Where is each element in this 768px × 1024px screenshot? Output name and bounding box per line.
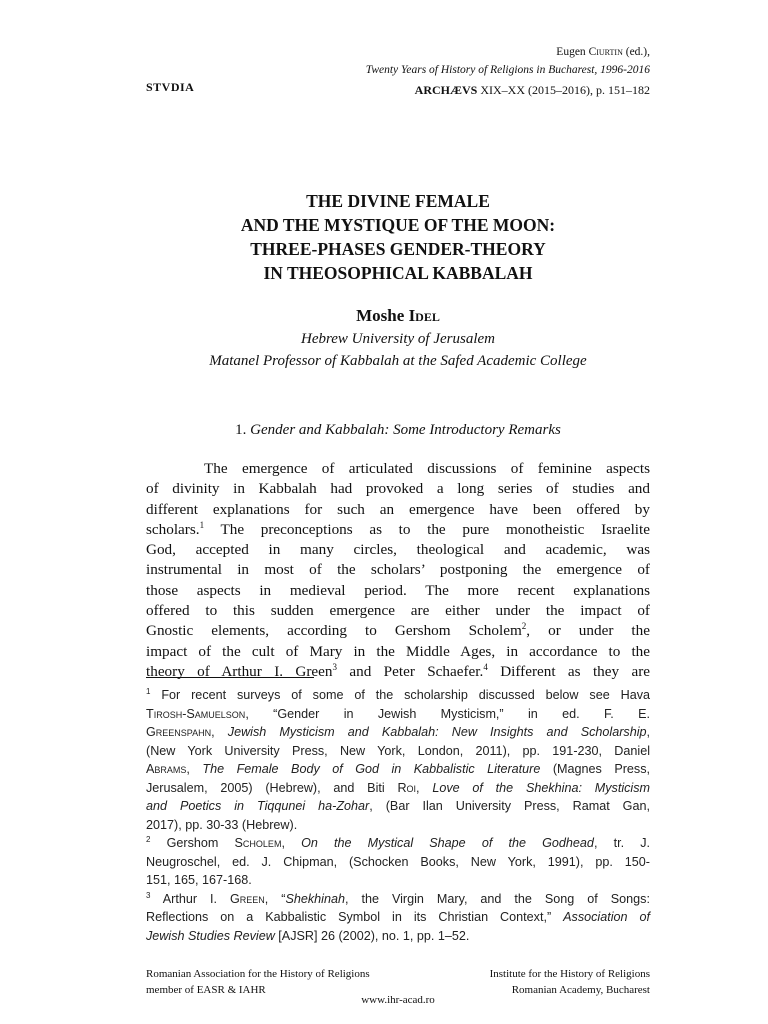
footer-association: Romanian Association for the History of Religions [146, 968, 370, 980]
footnote-work-title: and Poetics in Tiqqunei ha-Zohar [146, 799, 370, 813]
footer-academy: Romanian Academy, Bucharest [511, 984, 650, 996]
footnote-ref[interactable]: 1 [199, 519, 205, 530]
footnote-line [146, 834, 650, 853]
body-text: scholars. [146, 520, 200, 538]
body-text: The preconceptions as to the pure monotheistic Israelite [204, 520, 650, 538]
journal-name: ARCHÆVS [414, 83, 478, 97]
footnotes [146, 686, 650, 945]
header-editor [556, 42, 650, 62]
section-heading [146, 422, 650, 439]
author-first: Moshe [356, 306, 409, 325]
body-paragraph [146, 459, 650, 682]
body-line: different explanations for such an emergence have been offered by [146, 500, 650, 518]
footnote-line: 151, 165, 167-168. [146, 873, 252, 887]
body-text: theory of Arthur I. Green [146, 662, 333, 680]
footnote-work-title: Association of [563, 910, 650, 924]
footnote-text: , “ [264, 891, 286, 906]
body-text: Different as they are [487, 662, 650, 680]
footnote-3 [146, 890, 650, 946]
footnote-text: , tr. J. [593, 836, 651, 850]
footer-institute: Institute for the History of Religions [489, 968, 650, 980]
body-line [146, 662, 650, 682]
section-number: 1. [235, 422, 251, 438]
footnote-work-title: Jewish Studies Review [146, 928, 275, 943]
footnote-2 [146, 834, 650, 890]
footnote-line [146, 779, 650, 798]
footnote-line [146, 797, 650, 816]
footnote-line [146, 705, 650, 724]
footnote-text: Reflections on a Kabbalistic Symbol in its Christian Context,” [146, 910, 564, 924]
footnote-text: For recent surveys of some of the scholarship discussed below see Hava [150, 688, 650, 702]
body-text: and Peter Schaefer. [337, 662, 484, 680]
title-line: THE DIVINE FEMALE [306, 191, 490, 211]
footnote-line [146, 760, 650, 779]
section-title: Gender and Kabbalah: Some Introductory Remarks [250, 422, 561, 438]
body-line: The emergence of articulated discussions of feminine aspects [204, 460, 650, 477]
title-line: THREE-PHASES GENDER-THEORY [250, 239, 546, 259]
body-line: God, accepted in many circles, theological and academic, was [146, 541, 650, 559]
body-line: those aspects in medieval period. The more recent explanations [146, 581, 650, 599]
footnote-line [146, 686, 650, 705]
footnote-text: Arthur I. [150, 891, 230, 906]
footnote-work-title: Jewish Mysticism and Kabbalah: New Insights and Scholarship [227, 725, 647, 739]
footnote-author: Roi [397, 780, 417, 795]
footnote-author: Abrams [146, 762, 187, 776]
footnote-line [146, 908, 650, 927]
body-text: , or under the [526, 622, 650, 640]
footnote-line [146, 890, 650, 909]
footnote-line [146, 927, 650, 946]
footnote-text: , [186, 762, 203, 776]
footnote-text: , (Bar Ilan University Press, Ramat Gan, [369, 799, 650, 813]
body-line: of divinity in Kabbalah had provoked a long series of studies and [146, 480, 650, 498]
footnote-line: (New York University Press, New York, London, 2011), pp. 191-230, Daniel [146, 743, 650, 758]
affiliation-2: Matanel Professor of Kabbalah at the Safed Academic College [209, 353, 587, 369]
body-line: offered to this sudden emergence are either under the impact of [146, 602, 650, 620]
body-line: instrumental in most of the scholars’ postponing the emergence of [146, 561, 650, 579]
footnote-text: , [416, 780, 433, 795]
footnote-work-title: Love of the Shekhina: Mysticism [432, 780, 651, 795]
footnote-work-title: Shekhinah [285, 891, 345, 906]
footnote-text: , “Gender in Jewish Mysticism,” in ed. F. E. [245, 706, 650, 721]
footnote-1 [146, 686, 650, 834]
footnote-author: Green [229, 891, 265, 906]
journal-details: XIX–XX (2015–2016), p. 151–182 [477, 83, 650, 97]
title-line: IN THEOSOPHICAL KABBALAH [263, 263, 533, 283]
header-book-title: Twenty Years of History of Religions in Bucharest, 1996-2016 [365, 64, 650, 76]
footnote-line: Neugroschel, ed. J. Chipman, (Schocken Books, New York, 1991), pp. 150- [146, 854, 650, 869]
footnote-work-title: The Female Body of God in Kabbalistic Literature [202, 762, 541, 776]
footnote-work-title: On the Mystical Shape of the Godhead [301, 836, 594, 850]
footnote-author: Scholem [234, 836, 282, 850]
header-journal [415, 80, 650, 100]
footnote-marker: 1 [146, 686, 151, 696]
header-series: STVDIA [146, 80, 195, 94]
footnote-text: , [646, 725, 650, 739]
title-line: AND THE MYSTIQUE OF THE MOON: [240, 215, 556, 235]
footnote-marker: 2 [146, 834, 151, 844]
footnote-author: Greenspahn [146, 725, 212, 739]
article-title [146, 189, 650, 285]
footnote-line [146, 723, 650, 742]
footnote-ref[interactable]: 2 [521, 621, 527, 632]
footnote-line: 2017), pp. 30-33 (Hebrew). [146, 817, 298, 832]
footnote-divider [146, 677, 314, 678]
footnote-text: Gershom [150, 836, 235, 850]
footnote-text: (Magnes Press, [540, 762, 651, 776]
footnote-text: Jerusalem, 2005) (Hebrew), and Biti [146, 780, 398, 795]
author-last: Idel [408, 306, 440, 325]
editor-last: Ciurtin [588, 46, 623, 58]
body-line [146, 520, 650, 540]
footer-membership: member of EASR & IAHR [146, 984, 266, 996]
footnote-ref[interactable]: 3 [332, 661, 338, 672]
editor-suffix: (ed.), [622, 46, 650, 58]
footnote-text: , [281, 836, 302, 850]
footnote-ref[interactable]: 4 [483, 661, 488, 672]
footer-website[interactable]: www.ihr-acad.ro [361, 994, 435, 1006]
body-line: impact of the cult of Mary in the Middle Ages, in accordance to the [146, 642, 650, 660]
body-text: Gnostic elements, according to Gershom Scholem [146, 622, 522, 640]
footnote-text: , the Virgin Mary, and the Song of Songs: [345, 891, 650, 906]
footnote-author: Tirosh-Samuelson [146, 706, 246, 721]
footnote-marker: 3 [146, 890, 151, 900]
footnote-text: , [211, 725, 228, 739]
author-name [146, 306, 650, 326]
body-line [146, 621, 650, 641]
footnote-text: [AJSR] 26 (2002), no. 1, pp. 1–52. [274, 928, 470, 943]
editor-first: Eugen [556, 46, 589, 58]
affiliation-1: Hebrew University of Jerusalem [301, 331, 495, 347]
